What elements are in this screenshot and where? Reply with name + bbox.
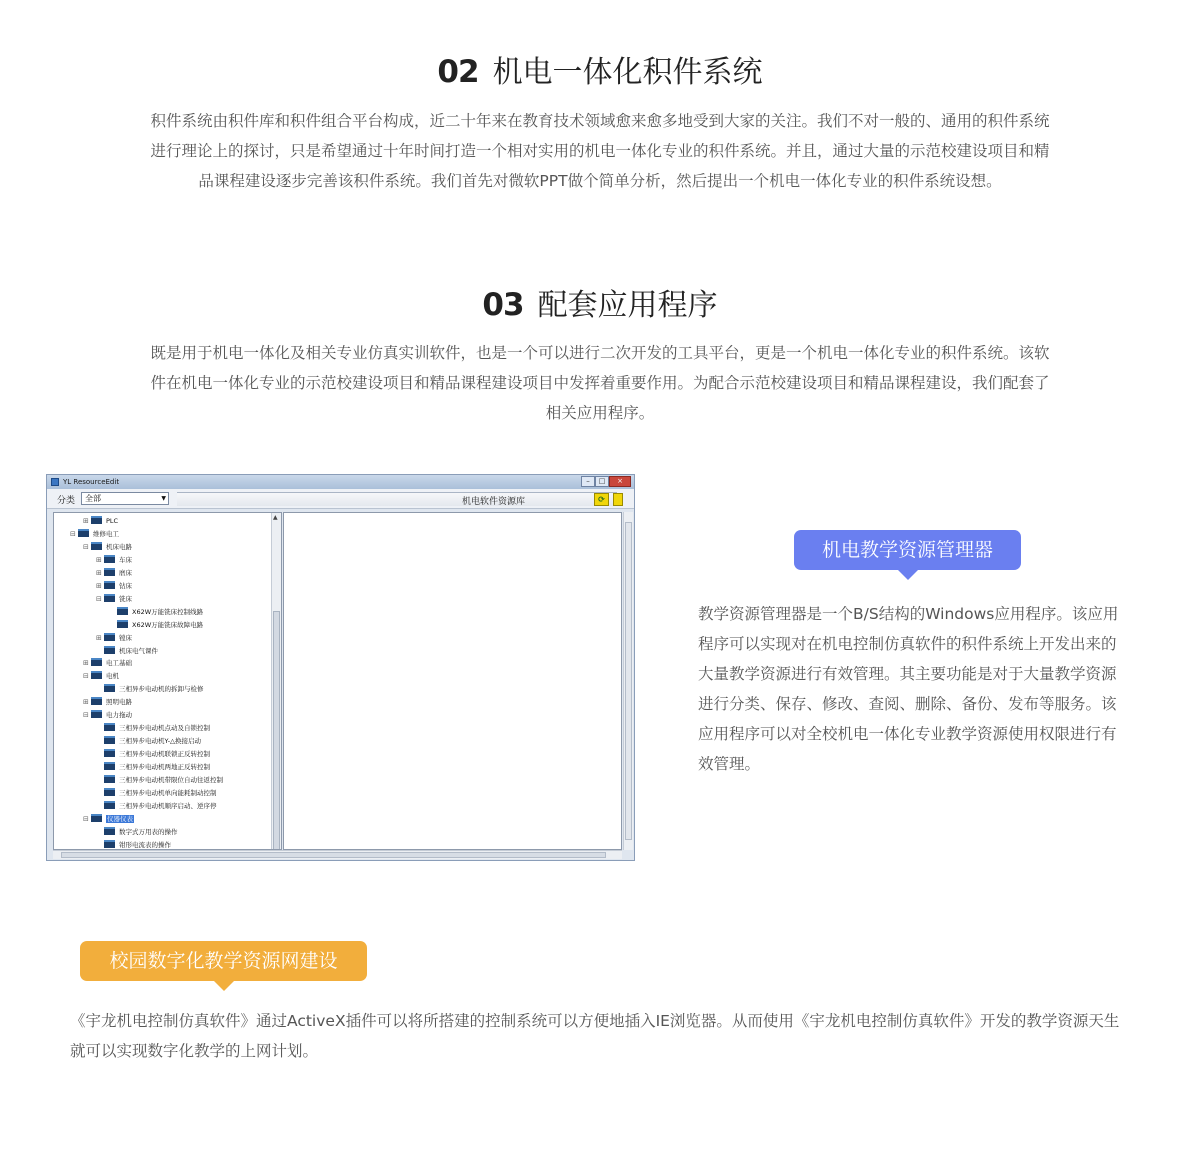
folder-icon [104,775,115,783]
tree-item-label: 机床电路 [106,542,132,551]
tree-item-label: 钻床 [119,581,132,590]
horizontal-scroll-thumb[interactable] [61,852,606,858]
tree-item[interactable] [96,735,201,748]
tree-item-label: X62W万能铣床故障电路 [132,620,204,629]
folder-icon [117,607,128,615]
tree-item-label: 钳形电流表的操作 [119,840,171,849]
close-icon[interactable]: × [609,476,631,487]
tree-item[interactable] [83,709,132,722]
tree-item[interactable] [109,619,203,632]
folder-icon [104,801,115,809]
tree-item[interactable] [96,683,204,696]
refresh-icon[interactable]: ⟳ [594,493,609,506]
folder-icon [91,814,102,822]
tree-item-label: 机床电气课件 [119,646,158,655]
tree-item[interactable] [96,567,132,580]
tree-item[interactable] [96,580,132,593]
folder-icon [104,633,115,641]
tree-item[interactable] [83,670,119,683]
tree-item-label: 三相异步电动机联锁正反转控制 [119,750,210,759]
folder-icon [104,646,115,654]
tree-item-label: 照明电路 [106,698,132,707]
folder-icon [91,710,102,718]
section-number: 03 [482,287,524,323]
tree-item[interactable] [96,554,132,567]
folder-icon [91,542,102,550]
category-label: 分类 [57,496,76,506]
collapse-icon[interactable]: ⊟ [96,594,102,603]
expand-icon[interactable]: ⊞ [96,555,102,564]
horizontal-scrollbar[interactable] [53,850,622,859]
scroll-up-icon[interactable]: ▲ [273,514,278,521]
content-pane[interactable] [283,512,622,850]
window-controls [581,476,631,488]
tree-item-label: 数字式万用表的操作 [119,827,178,836]
tree-item[interactable] [96,839,171,850]
resource-library-title: 机电软件资源库 [462,497,526,507]
tree-item[interactable] [96,761,210,774]
tree-item[interactable] [70,528,119,541]
tree-item-label: 三相异步电动机带限位自动往返控制 [119,776,223,784]
toolbar [47,489,634,509]
content-scrollbar[interactable] [623,512,633,850]
folder-icon [91,671,102,679]
folder-icon [104,555,115,563]
tree-item[interactable] [96,748,210,761]
tree-item[interactable] [96,593,132,606]
tree-item[interactable] [83,657,132,670]
window-titlebar [47,475,634,489]
resource-title-bar [177,492,617,506]
tree-item-label: X62W万能铣床控制线路 [132,607,204,616]
resource-manager-body: 教学资源管理器是一个B/S结构的Windows应用程序。该应用程序可以实现对在机电控制仿真软件的积件系统上开发出来的大量教学资源进行有效管理。其主要功能是对于大量教学资源进行分类、保存、修改、查阅、删除、备份、发布等服务。该应用程序可以对全校机电一体化专业教学资源使用权限进行有效管理。 [698,605,1119,773]
tree-item-label: 三相异步电动机顺序启动、逆序停 [119,801,217,810]
folder-icon [104,762,115,770]
folder-icon [104,840,115,848]
folder-icon [104,684,115,692]
section-02-title [0,52,1200,93]
maximize-icon[interactable]: □ [595,476,609,487]
tree-item-label: 镗床 [119,633,132,642]
tree-item-label: 三相异步电动机两地正反转控制 [119,763,210,772]
collapse-icon[interactable]: ⊟ [83,542,89,551]
expand-icon[interactable]: ⊞ [83,517,89,525]
tree-item[interactable] [109,606,203,619]
tree-item[interactable] [96,787,217,800]
folder-icon [104,736,115,744]
tree-scroll-thumb[interactable] [273,611,280,850]
tree-item-label: 铣床 [119,594,132,603]
section-03-body: 既是用于机电一体化及相关专业仿真实训软件，也是一个可以进行二次开发的工具平台，更是一个机电一体化专业的积件系统。该软件在机电一体化专业的示范校建设项目和精品课程建设项目中发挥着重要作用。为配合示范校建设项目和精品课程建设，我们配套了相关应用程序。 [150,344,1050,422]
section-02-body: 积件系统由积件库和积件组合平台构成，近二十年来在教育技术领域愈来愈多地受到大家的关注。我们不对一般的、通用的积件系统进行理论上的探讨，只是希望通过十年时间打造一个相对实用的机电一体化专业的积件系统。并且，通过大量的示范校建设项目和精品课程建设逐步完善该积件系统。我们首先对微软PPT做个简单分析，然后提出一个机电一体化专业的积件系统设想。 [150,112,1050,190]
folder-icon [104,723,115,731]
content-scroll-thumb[interactable] [625,522,632,840]
resource-manager-badge: 机电教学资源管理器 [794,530,1021,570]
tree-item-label: 电力拖动 [106,711,132,720]
tree-scrollbar[interactable] [271,513,281,849]
tree-item-label: 维修电工 [93,529,119,538]
folder-icon [117,620,128,628]
tree-item-label: 电机 [106,672,119,681]
tree-item[interactable] [96,632,132,645]
expand-icon[interactable]: ⊞ [96,581,102,590]
tree-item[interactable] [96,722,210,735]
collapse-icon[interactable]: ⊟ [83,814,89,823]
tree-item-label: 磨床 [119,568,132,577]
tree-item[interactable] [83,515,118,528]
section-number: 02 [437,54,479,90]
tree-item-label: 三相异步电动机Y-△换接启动 [119,737,202,746]
tree-item[interactable] [83,696,132,709]
tree-item[interactable] [83,813,134,826]
folder-icon [91,516,102,524]
campus-network-badge: 校园数字化教学资源网建设 [80,941,367,981]
tree-item-label: 三相异步电动机点动及自锁控制 [119,724,210,733]
tree-item-label: PLC [106,517,119,525]
collapse-icon[interactable]: ⊟ [70,529,76,538]
campus-network-body: 《宇龙机电控制仿真软件》通过ActiveX插件可以将所搭建的控制系统可以方便地插入IE浏览器。从而使用《宇龙机电控制仿真软件》开发的教学资源天生就可以实现数字化教学的上网计划。 [70,1012,1120,1060]
tree-item-label: 三相异步电动机的拆卸与检修 [119,685,204,694]
collapse-icon[interactable]: ⊟ [83,672,89,681]
collapse-icon[interactable]: ⊟ [83,711,89,720]
resource-edit-window [46,474,635,861]
folder-icon [91,697,102,705]
app-icon [51,478,59,486]
tree-item-label: 仪器仪表 [107,814,133,823]
folder-icon [78,529,89,537]
chevron-down-icon: ▼ [161,495,166,502]
folder-icon [91,658,102,666]
folder-icon [104,581,115,589]
folder-icon [104,827,115,835]
folder-icon [104,788,115,796]
category-value: 全部 [85,494,101,503]
folder-icon [104,568,115,576]
section-heading: 机电一体化积件系统 [492,55,763,90]
tree-item[interactable] [96,826,178,839]
section-heading: 配套应用程序 [537,288,718,323]
expand-icon[interactable]: ⊞ [83,698,89,707]
tree-item[interactable] [96,774,223,787]
tree-item[interactable] [83,541,132,554]
folder-icon [104,594,115,602]
section-03-title [0,285,1200,326]
resource-tree[interactable] [53,512,282,850]
folder-icon [104,749,115,757]
tree-item-label: 车床 [119,555,132,564]
expand-icon[interactable]: ⊞ [96,633,102,642]
minimize-icon[interactable]: – [581,476,595,487]
tree-item[interactable] [96,645,158,658]
tree-item-label: 电工基础 [106,659,132,668]
toolbar-button-icon[interactable] [613,493,623,506]
tree-item-label: 三相异步电动机单向能耗制动控制 [119,788,217,797]
expand-icon[interactable]: ⊞ [96,568,102,577]
window-title: YL ResourceEdit [63,478,120,486]
tree-item[interactable] [96,800,217,813]
category-select[interactable] [81,492,169,505]
expand-icon[interactable]: ⊞ [83,659,89,668]
